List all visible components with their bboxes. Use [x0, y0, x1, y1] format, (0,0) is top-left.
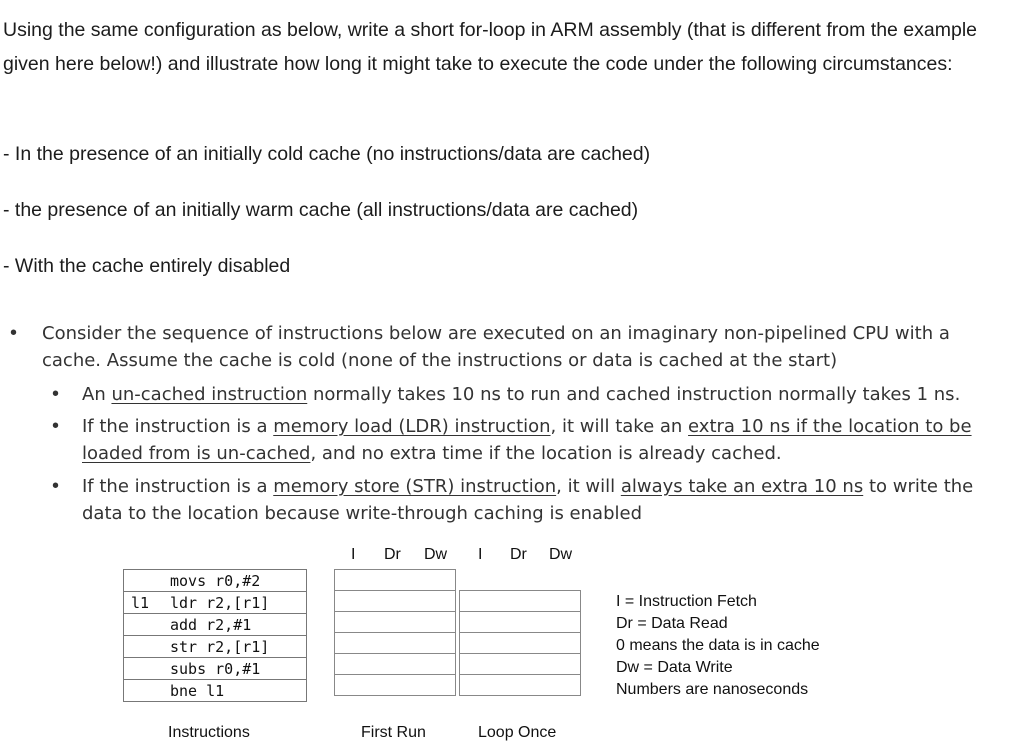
grid-cell	[460, 675, 581, 696]
bullet-icon: •	[52, 475, 60, 497]
legend-instruction-fetch: I = Instruction Fetch	[616, 593, 757, 610]
grid-cell	[335, 675, 456, 696]
table-row	[124, 636, 307, 658]
grid-row	[460, 675, 581, 696]
grid-cell	[460, 591, 581, 612]
col-header-first-run-i: I	[351, 546, 356, 563]
loop-label	[124, 680, 157, 702]
grid-row	[460, 654, 581, 675]
loop-label	[124, 636, 157, 658]
grid-row	[335, 633, 456, 654]
table-row	[124, 680, 307, 702]
table-row	[124, 570, 307, 592]
table-row	[124, 614, 307, 636]
legend-zero-meaning: 0 means the data is in cache	[616, 637, 820, 654]
loop-label: l1	[124, 592, 157, 614]
instruction-code: str r2,[r1]	[156, 636, 307, 658]
grid-cell	[335, 654, 456, 675]
grid-cell	[335, 570, 456, 591]
col-header-loop-once-i: I	[478, 546, 483, 563]
condition-cold-cache: - In the presence of an initially cold cache (no instructions/data are cached)	[3, 143, 651, 165]
loop-label	[124, 570, 157, 592]
instruction-code: ldr r2,[r1]	[156, 592, 307, 614]
instruction-code: add r2,#1	[156, 614, 307, 636]
caption-loop-once: Loop Once	[478, 724, 557, 741]
slide-main-bullet: Consider the sequence of instructions below are executed on an imaginary non-pipelined CPU with a cache. Assume the cache is cold (none of the instructions or data is cached at the start)	[42, 323, 950, 371]
bullet-icon: •	[52, 383, 60, 405]
instruction-code: subs r0,#1	[156, 658, 307, 680]
col-header-loop-once-dw: Dw	[549, 546, 573, 563]
table-row	[124, 592, 307, 614]
loop-once-grid	[459, 590, 581, 696]
condition-warm-cache: - the presence of an initially warm cache (all instructions/data are cached)	[3, 199, 639, 221]
grid-cell	[460, 633, 581, 654]
question-intro: Using the same configuration as below, write a short for-loop in ARM assembly (that is different from the example given here below!) and illustrate how long it might take to execute the code under the following circumstances:	[3, 19, 978, 75]
caption-instructions: Instructions	[168, 724, 250, 741]
legend-data-read: Dr = Data Read	[616, 615, 728, 632]
slide-sub-bullet-3: If the instruction is a memory store (STR) instruction, it will always take an extra 10 ns to write the data to the location because write-through caching is enabled	[82, 476, 974, 524]
condition-cache-disabled: - With the cache entirely disabled	[3, 255, 291, 277]
loop-label	[124, 614, 157, 636]
bullet-icon: •	[10, 322, 18, 344]
grid-cell	[460, 612, 581, 633]
instructions-table	[123, 569, 307, 702]
grid-row	[335, 591, 456, 612]
first-run-grid	[334, 569, 456, 696]
legend-units: Numbers are nanoseconds	[616, 681, 809, 698]
col-header-first-run-dr: Dr	[384, 546, 401, 563]
loop-label	[124, 658, 157, 680]
instruction-code: bne l1	[156, 680, 307, 702]
caption-first-run: First Run	[361, 724, 426, 741]
grid-row	[335, 612, 456, 633]
grid-cell	[335, 612, 456, 633]
slide-sub-bullet-1: An un-cached instruction normally takes 10 ns to run and cached instruction normally takes 1 ns.	[82, 384, 961, 405]
grid-cell	[335, 633, 456, 654]
grid-row	[335, 654, 456, 675]
grid-row	[335, 570, 456, 591]
col-header-first-run-dw: Dw	[424, 546, 448, 563]
grid-cell	[335, 591, 456, 612]
slide-sub-bullet-2: If the instruction is a memory load (LDR) instruction, it will take an extra 10 ns if the location to be loaded from is un-cached, and no extra time if the location is already cached.	[82, 416, 972, 464]
grid-row	[460, 591, 581, 612]
instruction-code: movs r0,#2	[156, 570, 307, 592]
legend-data-write: Dw = Data Write	[616, 659, 733, 676]
col-header-loop-once-dr: Dr	[510, 546, 527, 563]
table-row	[124, 658, 307, 680]
grid-row	[460, 612, 581, 633]
bullet-icon: •	[52, 415, 60, 437]
grid-row	[460, 633, 581, 654]
grid-row	[335, 675, 456, 696]
grid-cell	[460, 654, 581, 675]
